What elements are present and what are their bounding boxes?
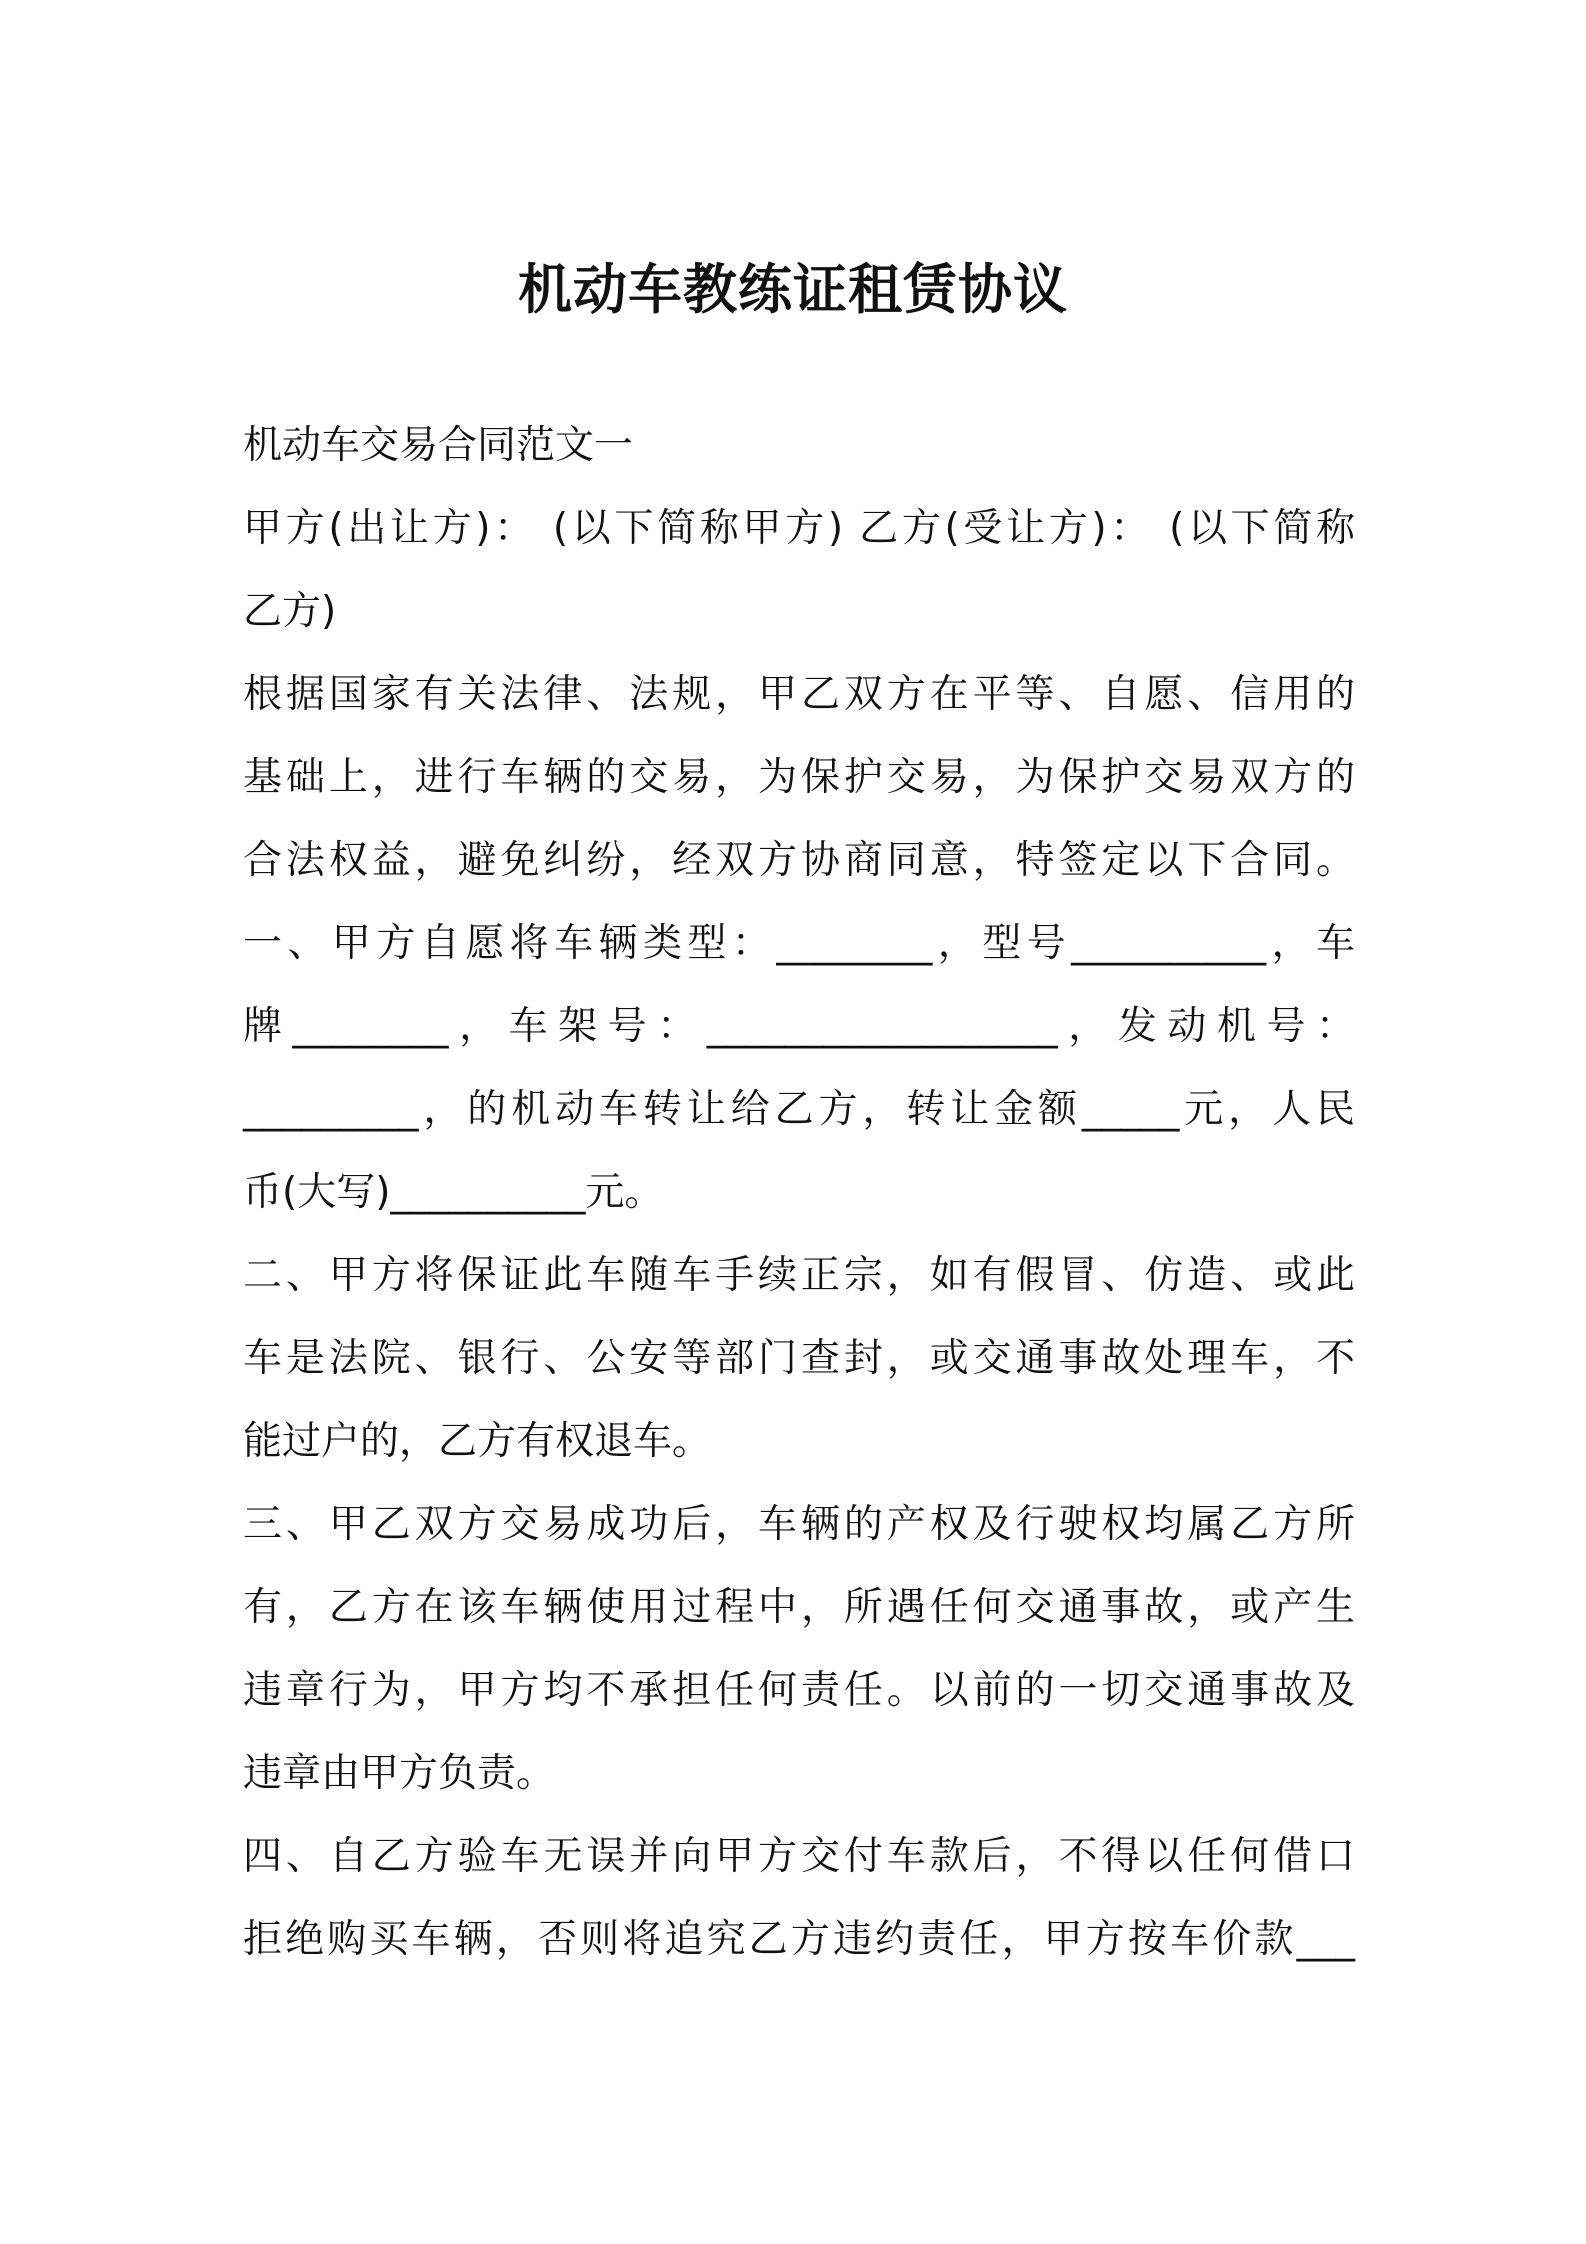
body-line: 根据国家有关法律、法规，甲乙双方在平等、自愿、信用的 bbox=[243, 672, 1355, 717]
body-line: 违章由甲方负责。 bbox=[243, 1751, 556, 1796]
body-line: 能过户的，乙方有权退车。 bbox=[243, 1419, 712, 1464]
body-line: 有，乙方在该车辆使用过程中，所遇任何交通事故，或产生 bbox=[243, 1585, 1355, 1630]
body-line: 币(大写)__________元。 bbox=[243, 1170, 664, 1215]
document-body bbox=[243, 404, 1355, 1981]
body-line: 四、自乙方验车无误并向甲方交付车款后，不得以任何借口 bbox=[243, 1834, 1355, 1879]
body-line: 牌________，车架号：__________________，发动机号： bbox=[243, 1004, 1355, 1049]
body-line: 违章行为，甲方均不承担任何责任。以前的一切交通事故及 bbox=[243, 1668, 1355, 1713]
body-line: 一、甲方自愿将车辆类型：________，型号__________，车 bbox=[243, 921, 1355, 966]
body-line: 机动车交易合同范文一 bbox=[243, 423, 634, 468]
body-line: 甲方(出让方)： (以下简称甲方) 乙方(受让方)： (以下简称 bbox=[243, 506, 1355, 551]
document-title: 机动车教练证租赁协议 bbox=[518, 258, 1068, 321]
body-line: 三、甲乙双方交易成功后，车辆的产权及行驶权均属乙方所 bbox=[243, 1502, 1355, 1547]
body-line: 合法权益，避免纠纷，经双方协商同意，特签定以下合同。 bbox=[243, 838, 1355, 883]
body-line: 拒绝购买车辆，否则将追究乙方违约责任，甲方按车价款___ bbox=[243, 1917, 1355, 1962]
body-line: 车是法院、银行、公安等部门查封，或交通事故处理车，不 bbox=[243, 1336, 1355, 1381]
body-line: 二、甲方将保证此车随车手续正宗，如有假冒、仿造、或此 bbox=[243, 1253, 1355, 1298]
body-line: 乙方) bbox=[243, 589, 337, 634]
body-line: _________，的机动车转让给乙方，转让金额_____元，人民 bbox=[243, 1087, 1355, 1132]
body-line: 基础上，进行车辆的交易，为保护交易，为保护交易双方的 bbox=[243, 755, 1355, 800]
